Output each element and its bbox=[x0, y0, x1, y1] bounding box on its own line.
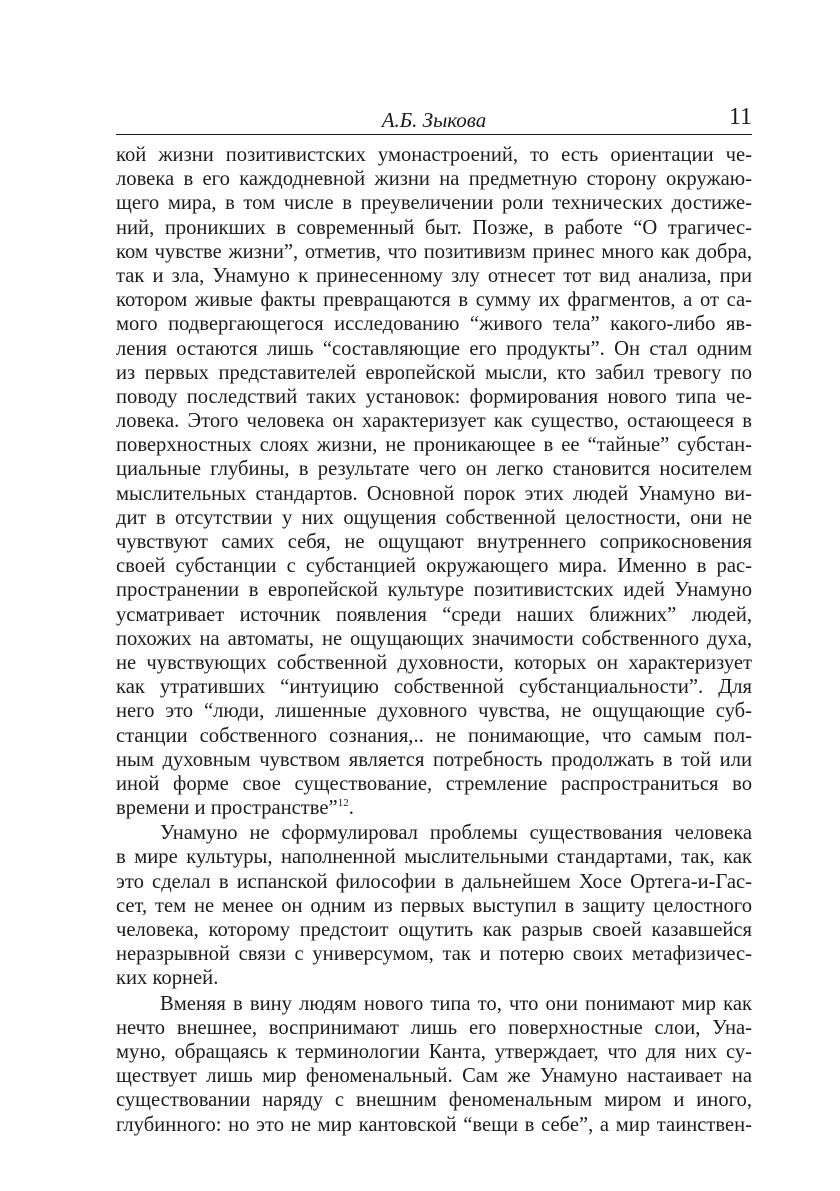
text-line: нечто внешнее, воспринимают лишь его поверхностные слои, Уна- bbox=[116, 1016, 752, 1039]
text-line: своей субстанции с субстанцией окружающего мира. Именно в рас- bbox=[116, 555, 752, 578]
text-line: поводу последствий таких установок: формирования нового типа че- bbox=[116, 385, 752, 408]
body-text bbox=[116, 143, 752, 1137]
text-line: Унамуно не сформулировал проблемы существования человека bbox=[160, 822, 752, 845]
text-line: ловека в его каждодневной жизни на предметную сторону окружаю- bbox=[116, 168, 752, 191]
text-line-tail: . bbox=[348, 797, 354, 820]
text-line-content: ких корней. bbox=[116, 967, 219, 990]
text-line: мого подвергающегося исследованию “живого тела” какого-либо яв- bbox=[116, 313, 752, 336]
paragraph bbox=[116, 821, 752, 990]
text-line: станции собственного сознания,.. не понимающие, что самым пол- bbox=[116, 724, 752, 747]
text-line: похожих на автоматы, не ощущающих значимости собственного духа, bbox=[116, 627, 752, 650]
text-line: глубинного: но это не мир кантовской “вещи в себе”, а мир таинствен- bbox=[116, 1113, 752, 1136]
text-line: котором живые факты превращаются в сумму их фрагментов, а от са- bbox=[116, 289, 752, 312]
text-line bbox=[116, 966, 752, 990]
text-line: из первых представителей европейской мысли, кто забил тревогу по bbox=[116, 361, 752, 384]
running-header-author: А.Б. Зыкова bbox=[381, 108, 487, 132]
text-line: дит в отсутствии у них ощущения собственной целостности, они не bbox=[116, 506, 752, 529]
text-line: не чувствующих собственной духовности, которых он характеризует bbox=[116, 651, 752, 674]
text-line: ний, проникших в современный быт. Позже, в работе “О трагичес- bbox=[116, 216, 752, 239]
text-line: чувствуют самих себя, не ощущают внутреннего соприкосновения bbox=[116, 531, 752, 553]
text-line: мыслительных стандартов. Основной порок этих людей Унамуно ви- bbox=[116, 482, 752, 505]
text-line: щего мира, в том числе в преувеличении роли технических достиже- bbox=[116, 192, 752, 215]
text-line: циальные глубины, в результате чего он легко становится носителем bbox=[116, 458, 752, 481]
text-line: ществует лишь мир феноменальный. Сам же Унамуно настаивает на bbox=[116, 1065, 752, 1088]
text-line: усматривает источник появления “среди наших ближних” людей, bbox=[116, 603, 752, 626]
text-line: существовании наряду с внешним феноменальным миром и иного, bbox=[116, 1089, 752, 1112]
text-line: пространении в европейской культуре позитивистских идей Унамуно bbox=[116, 579, 752, 602]
text-line-content: времени и пространстве” bbox=[116, 797, 338, 820]
text-line: него это “люди, лишенные духовного чувства, не ощущающие суб- bbox=[116, 700, 752, 723]
paragraph bbox=[116, 992, 752, 1137]
text-line: муно, обращаясь к терминологии Канта, утверждает, что для них су- bbox=[116, 1040, 752, 1063]
text-line: сет, тем не менее он одним из первых выступил в защиту целостного bbox=[116, 894, 752, 917]
text-line: ловека. Этого человека он характеризует как существо, остающееся в bbox=[116, 410, 752, 433]
text-line: человека, которому предстоит ощутить как разрыв своей казавшейся bbox=[116, 919, 752, 941]
text-line: как утративших “интуицию собственной субстанциальности”. Для bbox=[116, 676, 752, 699]
text-line bbox=[116, 796, 752, 820]
text-line: ления остаются лишь “составляющие его продукты”. Он стал одним bbox=[116, 337, 752, 360]
text-line: поверхностных слоях жизни, не проникающее в ее “тайные” субстан- bbox=[116, 434, 752, 457]
header-rule bbox=[116, 134, 752, 135]
paragraph bbox=[116, 143, 752, 820]
footnote-reference: 12 bbox=[337, 797, 349, 810]
running-header bbox=[116, 104, 752, 134]
text-line: это сделал в испанской философии в дальнейшем Хосе Ортега-и-Гас- bbox=[116, 870, 752, 893]
text-line: так и зла, Унамуно к принесенному злу отнесет тот вид анализа, при bbox=[116, 264, 752, 287]
page-number: 11 bbox=[728, 104, 752, 130]
text-line: ком чувстве жизни”, отметив, что позитивизм принес много как добра, bbox=[116, 240, 752, 263]
text-line: в мире культуры, наполненной мыслительными стандартами, так, как bbox=[116, 846, 752, 869]
text-line: Вменяя в вину людям нового типа то, что они понимают мир как bbox=[160, 992, 752, 1015]
text-line: неразрывной связи с универсумом, так и потерю своих метафизичес- bbox=[116, 943, 752, 966]
text-line: кой жизни позитивистских умонастроений, то есть ориентации че- bbox=[116, 144, 752, 166]
text-line: иной форме свое существование, стремление распространиться во bbox=[116, 772, 752, 795]
text-line: ным духовным чувством является потребность продолжать в той или bbox=[116, 748, 752, 771]
